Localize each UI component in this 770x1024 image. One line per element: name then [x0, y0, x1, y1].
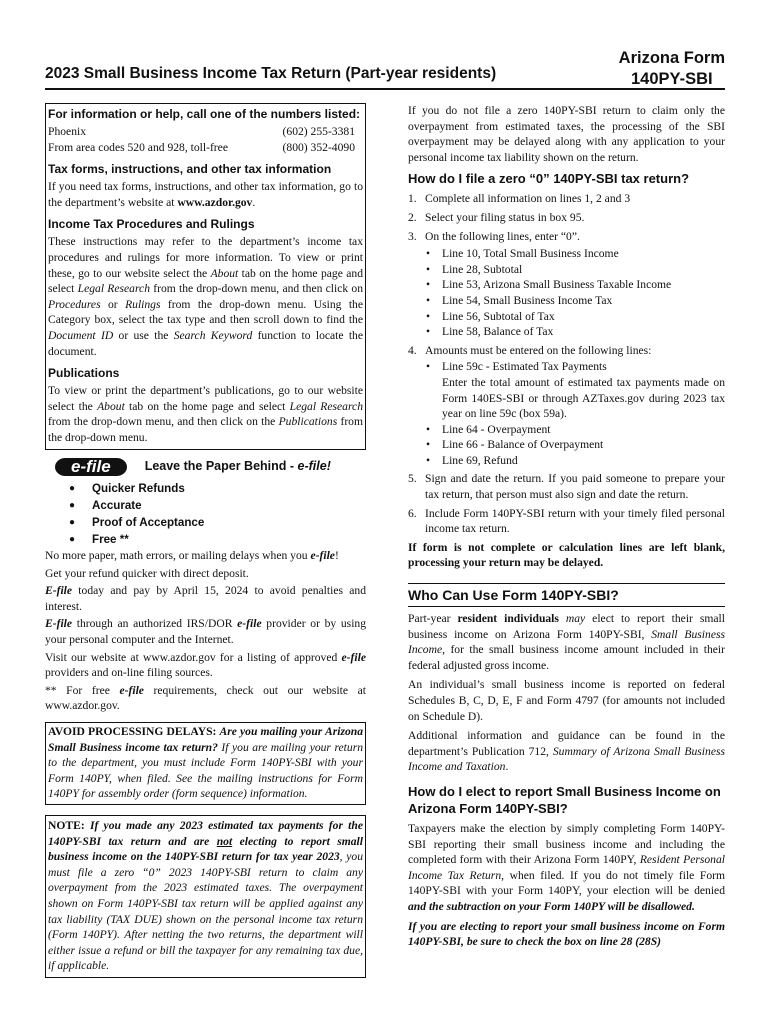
- step-number: 6.: [408, 506, 417, 520]
- amount-lines-list: [408, 359, 725, 468]
- text-bold: e-file: [237, 617, 262, 631]
- list-item: [408, 191, 725, 207]
- text-span: No more paper, math errors, or mailing delays when you: [45, 549, 311, 563]
- phone-row-phoenix: [48, 124, 363, 140]
- text-span: Taxpayers make the election by simply completing Form 140PY-SBI reporting their small business income and including the completed form with their Arizona Form 140PY,: [408, 821, 725, 867]
- text-italic: e-file!: [297, 459, 331, 473]
- right-column: [408, 103, 725, 950]
- procedures-text: [48, 234, 363, 359]
- elect-heading: How do I elect to report Small Business Income on Arizona Form 140PY-SBI?: [408, 783, 721, 816]
- text-bold: NOTE:: [48, 819, 90, 832]
- final-instruction: If you are electing to report your small business income on Form 140PY-SBI, be sure to check the box on line 28 (28S): [408, 919, 725, 949]
- step-number: 5.: [408, 472, 417, 486]
- avoid-delays-box: [45, 722, 366, 805]
- text-span: from the drop-down menu, and then click on the: [48, 415, 279, 429]
- zero-return-heading: How do I file a zero “0” 140PY-SBI tax return?: [408, 171, 690, 187]
- left-column: [45, 103, 366, 978]
- procedures-heading: Income Tax Procedures and Rulings: [48, 217, 255, 232]
- text-span: from the drop-down menu. Using the Category box, select the tax type and then scroll down to find the: [48, 297, 363, 327]
- website-link[interactable]: www.azdor.gov: [177, 195, 253, 209]
- text-span: , for the small business income amount included in their federal adjusted gross income.: [408, 643, 725, 672]
- step-text: Complete all information on lines 1, 2 and 3: [425, 192, 631, 206]
- text-span: tab on the home page and select: [124, 399, 290, 413]
- text-span: Part-year: [408, 612, 458, 626]
- text-bold: not: [216, 834, 233, 848]
- text-span: tab on the home page and select: [48, 266, 363, 296]
- list-item: • Line 64 - Overpayment: [408, 422, 725, 438]
- phone-label: From area codes 520 and 928, toll-free: [48, 140, 228, 154]
- list-item: ● Accurate: [45, 497, 366, 514]
- text-italic: Document ID: [48, 328, 114, 342]
- step-number: 1.: [408, 192, 417, 206]
- text-italic: Small Business Income: [408, 627, 725, 657]
- text-italic: Rulings: [125, 297, 161, 311]
- list-item: [408, 343, 725, 469]
- list-item: ● Proof of Acceptance: [45, 514, 366, 531]
- efile-para: [45, 616, 366, 647]
- publications-heading: Publications: [48, 366, 120, 381]
- text-bold: resident individuals: [457, 612, 559, 626]
- header-rule: [45, 88, 725, 90]
- text-span: ** For free: [45, 683, 120, 697]
- list-item: [408, 229, 725, 340]
- text-bold: e-file: [341, 650, 366, 664]
- form-number: [619, 48, 725, 90]
- efile-benefits-list: [45, 480, 366, 548]
- text-bold: E-file: [45, 617, 73, 631]
- step-text: Select your filing status in box 95.: [425, 210, 585, 224]
- text-span: If you need tax forms, instructions, and other tax information, go to the department’s website at: [48, 180, 363, 209]
- line-name: • Line 59c - Estimated Tax Payments: [442, 360, 607, 374]
- phone-label: Phoenix: [48, 125, 87, 138]
- info-box: [45, 103, 366, 450]
- zero-return-steps: [408, 191, 725, 536]
- list-item: ● Quicker Refunds: [45, 480, 366, 497]
- efile-para: Get your refund quicker with direct deposit.: [45, 566, 249, 580]
- text-span: These instructions may refer to the department’s income tax procedures and rulings for more information. To view or print these, go to our website select the: [48, 235, 363, 280]
- list-item: [408, 471, 725, 502]
- text-bold: If you made any 2023 estimated tax payments for the 140PY-SBI tax return and are: [48, 819, 363, 848]
- text-span: To view or print the department’s publications, go to our website select the: [48, 384, 363, 413]
- text-italic: Resident Personal Income Tax Return: [408, 853, 725, 882]
- phone-number: (602) 255-3381: [282, 125, 355, 138]
- note-box: [45, 815, 366, 978]
- who-paragraph-3: [408, 728, 725, 775]
- text-span: or use the: [113, 328, 174, 342]
- text-italic: Summary of Arizona Small Business Income and Taxation: [408, 744, 725, 774]
- text-span: or: [100, 297, 126, 311]
- list-item: [408, 506, 725, 537]
- text-italic: About: [210, 266, 239, 280]
- text-span: !: [334, 549, 339, 563]
- text-italic: Search Keyword: [173, 328, 253, 342]
- text-italic: Procedures: [48, 297, 101, 311]
- form-title: 2023 Small Business Income Tax Return (Part-year residents): [45, 65, 497, 82]
- who-paragraph-2: An individual’s small business income is reported on federal Schedules B, C, D, E, F and Form 4797 (for amounts not included on Schedule D).: [408, 678, 725, 723]
- info-heading: For information or help, call one of the numbers listed:: [48, 107, 361, 121]
- text-italic: Legal Research: [77, 282, 150, 296]
- list-item: • Line 58, Balance of Tax: [408, 324, 725, 340]
- text-span: [559, 612, 566, 625]
- phone-row-tollfree: [48, 140, 363, 156]
- forms-text: [48, 179, 363, 210]
- text-span: function to locate the document.: [48, 328, 363, 358]
- list-item: [408, 359, 725, 421]
- text-bold: e-file: [310, 549, 335, 563]
- list-item: • Line 28, Subtotal: [408, 262, 725, 278]
- text-bold: and the subtraction on your Form 140PY will be disallowed.: [408, 899, 695, 913]
- text-italic: may: [565, 612, 586, 626]
- efile-para: [45, 683, 366, 714]
- list-item: • Line 66 - Balance of Overpayment: [408, 437, 725, 453]
- text-italic: Publications: [278, 415, 338, 429]
- text-span: .: [505, 760, 509, 774]
- efile-para: [45, 583, 366, 614]
- text-span: , when filed. If you do not timely file Form 140PY-SBI with your Form 140PY, your election will be denied: [408, 868, 726, 898]
- text-span: today and pay by April 15, 2024 to avoid penalties and interest.: [45, 584, 366, 613]
- list-item: • Line 54, Small Business Income Tax: [408, 293, 725, 309]
- elect-paragraph: [408, 821, 725, 915]
- text-italic: , you must file a zero “0” 2023 140PY-SBI return to claim any overpayment from the 2023 estimated taxes. The overpayment shown on Form 140PY-SBI tax return will be applied against any tax liability (TAX DUE) shown on the personal income tax return (Form 140PY). After netting the two returns, the department will either issue a refund or bill the taxpayer for any remaining tax due, if applicable.: [48, 850, 363, 973]
- form-number-line1: Arizona Form: [618, 49, 725, 67]
- efile-tagline: [145, 459, 331, 475]
- text-span: requirements, check out our website at www.azdor.gov.: [45, 683, 366, 713]
- text-bold: Are you mailing your Arizona Small Business income tax return?: [48, 725, 363, 754]
- text-span: Additional information and guidance can be found in the department’s Publication 712,: [408, 729, 725, 758]
- efile-para: [45, 650, 366, 681]
- text-span: Visit our website at www.azdor.gov for a listing of approved: [45, 650, 342, 664]
- who-can-use-heading: Who Can Use Form 140PY-SBI?: [408, 583, 725, 607]
- text-span: through an authorized IRS/DOR: [72, 617, 238, 631]
- text-span: from the drop-down menu.: [48, 415, 364, 444]
- step-text: Amounts must be entered on the following lines:: [425, 343, 652, 357]
- text-italic: About: [97, 399, 125, 413]
- line-detail: Enter the total amount of estimated tax payments made on Form 140ES-SBI or through AZTaxes.gov during 2023 tax year on line 59c (box 59a).: [442, 375, 725, 421]
- text-bold: E-file: [45, 584, 73, 598]
- step-number: 3.: [408, 229, 417, 243]
- text-bold: e-file: [119, 683, 144, 697]
- text-bold: AVOID PROCESSING DELAYS:: [48, 725, 220, 739]
- step-number: 4.: [408, 343, 417, 357]
- list-item: • Line 53, Arizona Small Business Taxable Income: [408, 277, 725, 293]
- publications-text: [48, 383, 363, 445]
- text-italic: Legal Research: [289, 399, 364, 413]
- text-span: from the drop-down menu, and then click on: [150, 282, 363, 296]
- text-span: provider or by using your personal computer and the Internet.: [45, 617, 367, 647]
- efile-header: [45, 458, 366, 477]
- intro-paragraph: If you do not file a zero 140PY-SBI return to claim only the overpayment from estimated taxes, the processing of the SBI overpayment may be delayed along with any application to your personal income tax liability shown on the return.: [408, 104, 725, 164]
- step-text: Sign and date the return. If you paid someone to prepare your tax return, that person must also sign and date the return.: [425, 472, 725, 502]
- text-span: elect to report their small business income on Arizona Form 140PY-SBI,: [408, 612, 725, 641]
- text-bold: electing to report small business income on the 140PY-SBI return for tax year 2023: [48, 834, 363, 864]
- list-item: • Line 10, Total Small Business Income: [408, 246, 725, 262]
- form-number-line2: 140PY-SBI: [631, 70, 713, 88]
- text-span: Leave the Paper Behind -: [144, 459, 298, 473]
- list-item: ● Free **: [45, 531, 366, 548]
- phone-number: (800) 352-4090: [282, 140, 355, 154]
- incomplete-warning: If form is not complete or calculation lines are left blank, processing your return may be delayed.: [408, 540, 725, 570]
- step-text: On the following lines, enter “0”.: [425, 229, 580, 243]
- list-item: • Line 69, Refund: [408, 453, 725, 469]
- who-paragraph: [408, 611, 725, 673]
- list-item: [408, 210, 725, 226]
- zero-lines-list: [408, 246, 725, 340]
- step-text: Include Form 140PY-SBI return with your timely filed personal income tax return.: [425, 506, 725, 536]
- forms-heading: Tax forms, instructions, and other tax information: [48, 162, 332, 177]
- text-span: .: [252, 195, 256, 209]
- text-italic: If you are mailing your return to the department, you must include Form 140PY-SBI with your Form 140PY, when filed. See the mailing instructions for Form 140PY for assembly order (form sequence) information.: [48, 740, 363, 801]
- list-item: • Line 56, Subtotal of Tax: [408, 309, 725, 325]
- efile-logo: e-file: [55, 458, 127, 477]
- efile-para: [45, 548, 366, 564]
- text-span: providers and on-line filing sources.: [45, 666, 213, 680]
- step-number: 2.: [408, 210, 417, 224]
